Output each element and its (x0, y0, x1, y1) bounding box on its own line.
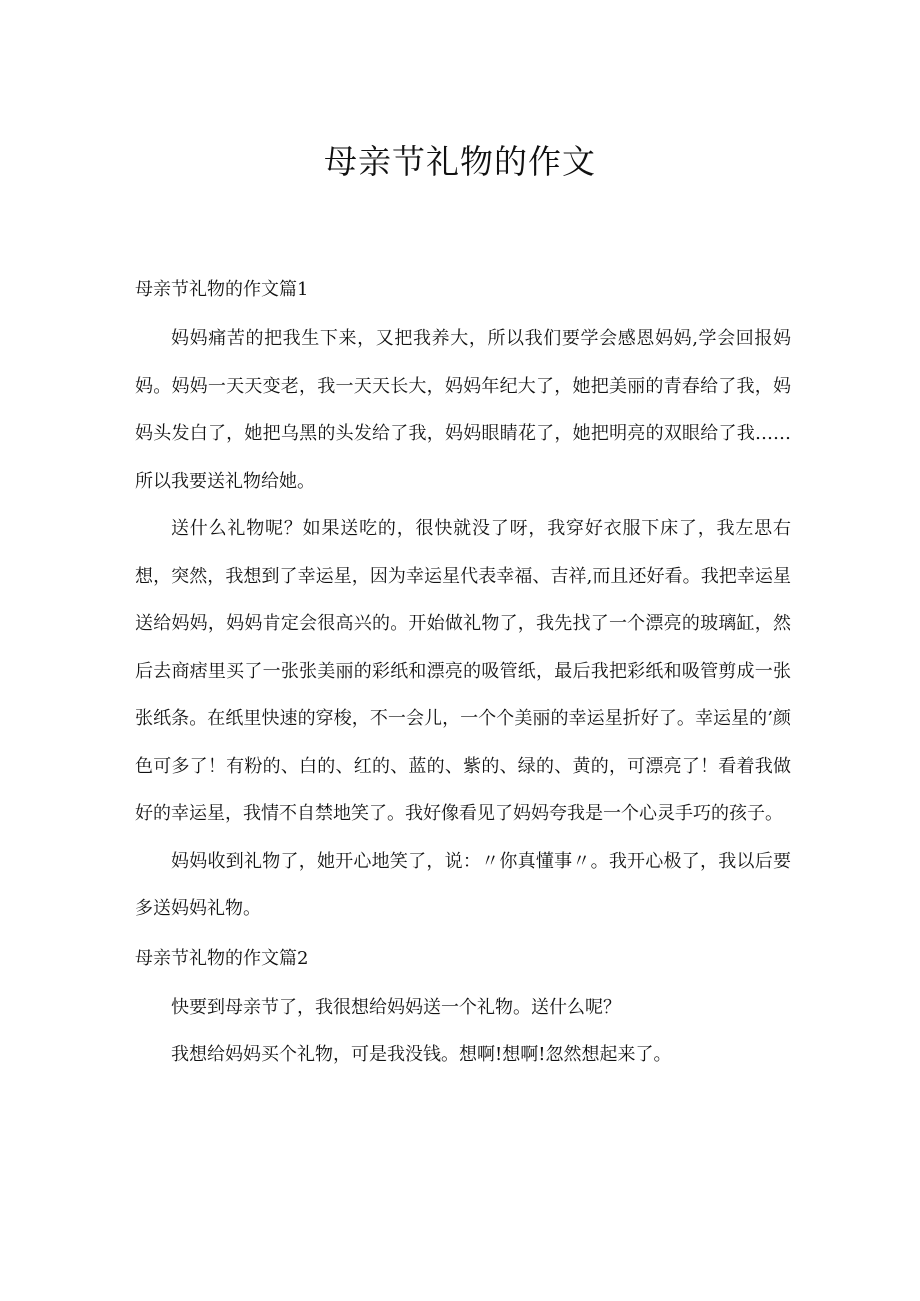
section-heading: 母亲节礼物的作文篇2 (135, 947, 309, 969)
section-2 (135, 939, 791, 1079)
paragraph: 妈妈痛苦的把我生下来，又把我养大，所以我们要学会感恩妈妈,学会回报妈妈。妈妈一天天变老，我一天天长大，妈妈年纪大了，她把美丽的青春给了我，妈妈头发白了，她把乌黑的头发给了我，妈妈眼睛花了，她把明亮的双眼给了我……所以我要送礼物给她。 (135, 328, 791, 492)
paragraph: 快要到母亲节了，我很想给妈妈送一个礼物。送什么呢？ (171, 996, 621, 1018)
document-body (135, 270, 791, 1079)
section-1 (135, 270, 791, 933)
paragraph: 妈妈收到礼物了，她开心地笑了，说：〃你真懂事〃。我开心极了，我以后要多送妈妈礼物。 (135, 850, 791, 919)
paragraph: 送什么礼物呢？如果送吃的，很快就没了呀，我穿好衣服下床了，我左思右想，突然，我想到了幸运星，因为幸运星代表幸福、吉祥,而且还好看。我把幸运星送给妈妈，妈妈肯定会很高兴的。开始做礼物了，我先找了一个漂亮的玻璃缸，然后去商痞里买了一张张美丽的彩纸和漂亮的吸管纸，最后我把彩纸和吸管剪成一张张纸条。在纸里快速的穿梭，不一会儿，一个个美丽的幸运星折好了。幸运星的’颜色可多了！有粉的、白的、红的、蓝的、紫的、绿的、黄的，可漂亮了！看着我做好的幸运星，我情不自禁地笑了。我好像看见了妈妈夸我是一个心灵手巧的孩子。 (135, 518, 791, 824)
paragraph: 我想给妈妈买个礼物，可是我没钱。想啊!想啊!忽然想起来了。 (171, 1044, 672, 1065)
section-heading: 母亲节礼物的作文篇1 (135, 279, 309, 300)
document-title: 母亲节礼物的作文 (324, 142, 596, 181)
